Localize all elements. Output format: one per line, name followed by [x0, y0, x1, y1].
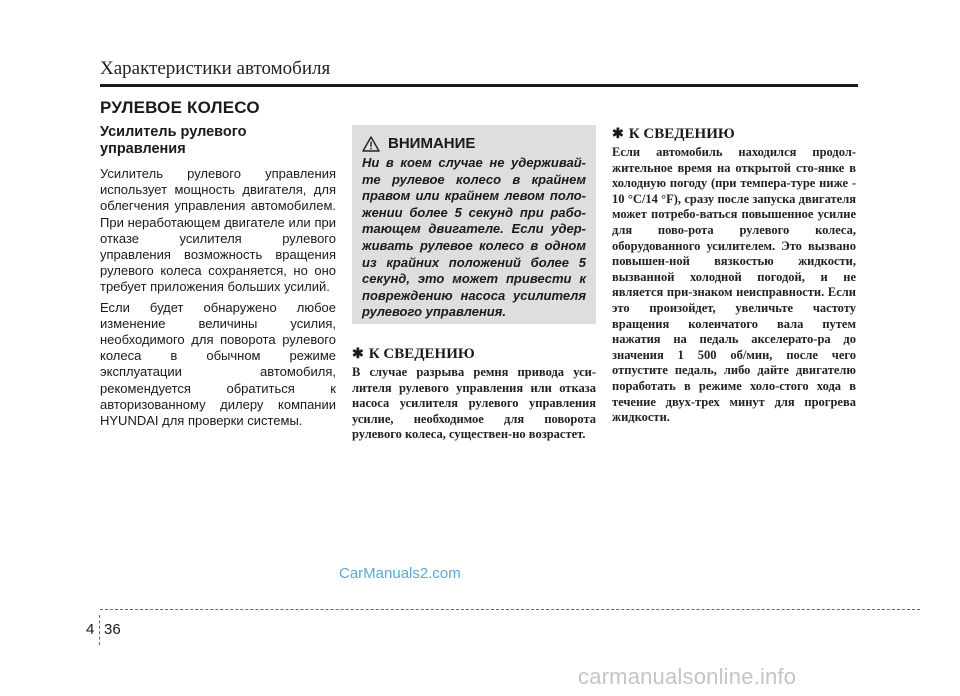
warning-header [362, 135, 586, 152]
body-paragraph-2: Если будет обнаружено любое изменение величины усилия, необходимого для поворота рулевого колеса в обычном режиме эксплуатации автомобиля, рекомендуется обратиться к авторизованному дилеру компании HYUNDAI для проверки системы. [100, 299, 336, 429]
header-divider [100, 84, 858, 87]
warning-triangle-icon [362, 136, 380, 152]
warning-box [352, 125, 596, 324]
warning-text: Ни в коем случае не удерживай-те рулевое колесо в крайнем правом или крайнем левом поло-жении более 5 секунд при рабо-тающем двигателе. Если удер-живать рулевое колесо в одном из крайних положений более 5 секунд, это может привести к повреждению насоса усилителя рулевого управления. [362, 155, 586, 320]
note-box-1 [352, 346, 596, 443]
note-title-2 [612, 126, 856, 143]
note-title-1 [352, 346, 596, 363]
star-icon: ✱ [612, 127, 624, 142]
section-title: РУЛЕВОЕ КОЛЕСО [100, 98, 260, 117]
footer-divider [100, 609, 920, 610]
left-column [100, 124, 336, 433]
note-title-text-1: К СВЕДЕНИЮ [368, 346, 475, 362]
note-text-1: В случае разрыва ремня привода уси-лителя рулевого управления или отказа насоса усилителя рулевого управления усилие, необходимое для поворота рулевого колеса, существен-но возрастет. [352, 365, 596, 442]
power-steering-heading: Усилитель рулевого управления [100, 124, 247, 157]
watermark-bottom: carmanualsonline.info [578, 664, 797, 689]
note-title-text-2: К СВЕДЕНИЮ [628, 126, 735, 142]
warning-title: ВНИМАНИЕ [388, 135, 476, 152]
watermark-link[interactable]: CarManuals2.com [339, 565, 461, 582]
page-number: 36 [104, 621, 121, 638]
header-title: Характеристики автомобиля [100, 58, 331, 79]
body-paragraph-1: Усилитель рулевого управления использует мощность двигателя, для облегчения управления автомобилем. При неработающем двигателе или при отказе усилителя рулевого управления возможность вращения рулевого колеса сохраняется, но оно требует приложения больших усилий. [100, 166, 336, 295]
star-icon: ✱ [352, 347, 364, 362]
page-number-divider [99, 615, 100, 645]
chapter-number: 4 [86, 621, 95, 638]
note-box-2 [612, 126, 856, 426]
note-text-2: Если автомобиль находился продол-жительное время на открытой сто-янке в холодную погоду (при темпера-туре ниже - 10 °C/14 °F), сразу после запуска двигателя может потребо-ваться повышенное усилие для пово-рота рулевого колеса, оборудованного усилителем. Это вызвано повышен-ной вязкостью жидкости, вызванной холодной погодой, и не является при-знаком неисправности. Если это произойдет, увеличьте частоту вращения коленчатого вала путем нажатия на педаль акселерато-ра до значения 1 500 об/мин, после чего отпустите педаль, либо дайте двигателю поработать в режиме холо-стого хода в течение двух-трех минут для прогрева жидкости. [612, 145, 856, 425]
